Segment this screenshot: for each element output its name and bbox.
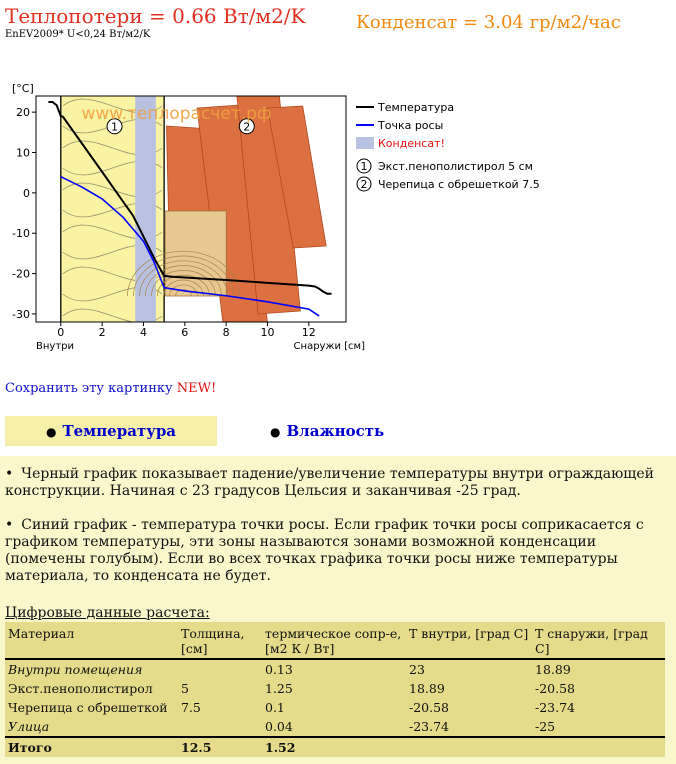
tab-temperature[interactable] (5, 416, 217, 446)
cell-t-outside: -20.58 (535, 681, 576, 696)
cell-t-inside (406, 737, 532, 757)
cell-material: Экст.пенополистирол (8, 681, 153, 696)
cell-t-outside: -23.74 (535, 700, 576, 715)
cell-resistance: 1.52 (262, 737, 406, 757)
table-row (5, 679, 665, 698)
tab-bar (0, 416, 676, 446)
legend-marker-number: 2 (360, 178, 368, 191)
col-thickness: Толщина, [см] (178, 622, 262, 659)
temperature-panel (0, 456, 676, 764)
cell-resistance: 0.04 (265, 719, 293, 734)
tab-temperature-label[interactable]: Температура (62, 422, 177, 440)
cell-t-outside: 18.89 (535, 662, 571, 677)
table-row (5, 717, 665, 737)
y-tick-label: -10 (12, 227, 30, 241)
y-tick-label: 20 (16, 106, 30, 120)
table-row (5, 659, 665, 679)
x-tick-label: 12 (301, 326, 316, 339)
y-axis-label: [°C] (12, 82, 34, 95)
col-material: Материал (5, 622, 178, 659)
layer-marker-number: 1 (111, 120, 119, 134)
legend-label: Точка росы (378, 119, 444, 132)
cell-t-outside: -25 (535, 719, 556, 734)
heat-loss-value: Теплопотери = 0.66 Вт/м2/K (5, 4, 306, 28)
temperature-chart (0, 74, 676, 354)
x-tick-label: 0 (57, 326, 65, 339)
cell-thickness: 5 (181, 681, 189, 696)
x-tick-label: 10 (260, 326, 275, 339)
col-t-inside: T внутри, [град С] (406, 622, 532, 659)
note-temperature (5, 466, 665, 500)
watermark: www.теплорасчет.рф (81, 104, 272, 124)
cell-resistance: 0.13 (265, 662, 293, 677)
x-tick-label: 2 (98, 326, 106, 339)
x-tick-label: 6 (181, 326, 189, 339)
y-tick-label: 10 (16, 146, 30, 160)
x-axis-label-right: Снаружи [см] (293, 341, 365, 352)
cell-thickness: 7.5 (181, 700, 201, 715)
tab-humidity-label[interactable]: Влажность (286, 422, 385, 440)
cell-t-inside: -23.74 (409, 719, 450, 734)
cell-t-inside: 18.89 (409, 681, 445, 696)
norm-reference: EnEV2009* U<0,24 Вт/м2/K (5, 29, 151, 40)
legend-swatch (356, 137, 374, 149)
cell-thickness: 12.5 (178, 737, 262, 757)
legend-label: Температура (378, 101, 455, 114)
col-t-outside: T снаружи, [град С] (532, 622, 665, 659)
y-tick-label: 0 (23, 186, 30, 200)
cell-material: Внутри помещения (8, 662, 143, 677)
tab-bullet-icon: ● (270, 425, 281, 439)
note-temperature-text: Черный график показывает падение/увеличение температуры внутри ограждающей конструкции. Начиная с 23 градусов Цельсия и заканчивая -25 град. (5, 466, 654, 499)
note-dew-point (5, 517, 665, 585)
legend-marker-number: 1 (360, 160, 368, 173)
cell-t-inside: -20.58 (409, 700, 450, 715)
legend-label: Экст.пенополистирол 5 см (378, 160, 533, 173)
total-row (5, 737, 665, 757)
table-row (5, 698, 665, 717)
save-image-label[interactable]: Сохранить эту картинку (5, 381, 173, 396)
results-table (5, 622, 665, 757)
results-title: Цифровые данные расчета: (5, 605, 210, 621)
condensate-value: Конденсат = 3.04 гр/м2/час (356, 12, 621, 33)
legend-label: Черепица с обрешеткой 7.5 (378, 178, 540, 191)
legend-label: Конденсат! (378, 137, 445, 150)
x-axis-label-left: Внутри (36, 341, 74, 352)
y-tick-label: -30 (12, 307, 30, 321)
cell-material: Черепица с обрешеткой (8, 700, 168, 715)
bullet-icon: • (5, 466, 14, 482)
tab-humidity[interactable] (270, 416, 384, 446)
layer-marker-number: 2 (243, 120, 251, 134)
bullet-icon: • (5, 517, 14, 533)
x-tick-label: 8 (222, 326, 230, 339)
cell-material: Улица (8, 719, 50, 734)
plot-area (48, 94, 331, 354)
cell-t-outside (532, 737, 665, 757)
col-resistance: термическое сопр-е, [м2 К / Вт] (262, 622, 406, 659)
save-image-link[interactable] (5, 381, 216, 396)
tab-bullet-icon: ● (45, 425, 57, 439)
cell-resistance: 0.1 (265, 700, 285, 715)
cell-resistance: 1.25 (265, 681, 293, 696)
new-badge: NEW! (176, 381, 217, 396)
cell-thickness (178, 659, 262, 679)
cell-material: Итого (5, 737, 178, 757)
cell-t-inside: 23 (409, 662, 425, 677)
y-tick-label: -20 (12, 267, 30, 281)
cell-thickness (178, 717, 262, 737)
x-tick-label: 4 (139, 326, 147, 339)
note-dew-point-text: Синий график - температура точки росы. Если график точки росы соприкасается с графиком температуры, эти зоны называются зонами возможной конденсации (помечены голубым). Если во всех точках графика точки росы ниже температуры материала, то конденсата не будет. (5, 517, 644, 584)
